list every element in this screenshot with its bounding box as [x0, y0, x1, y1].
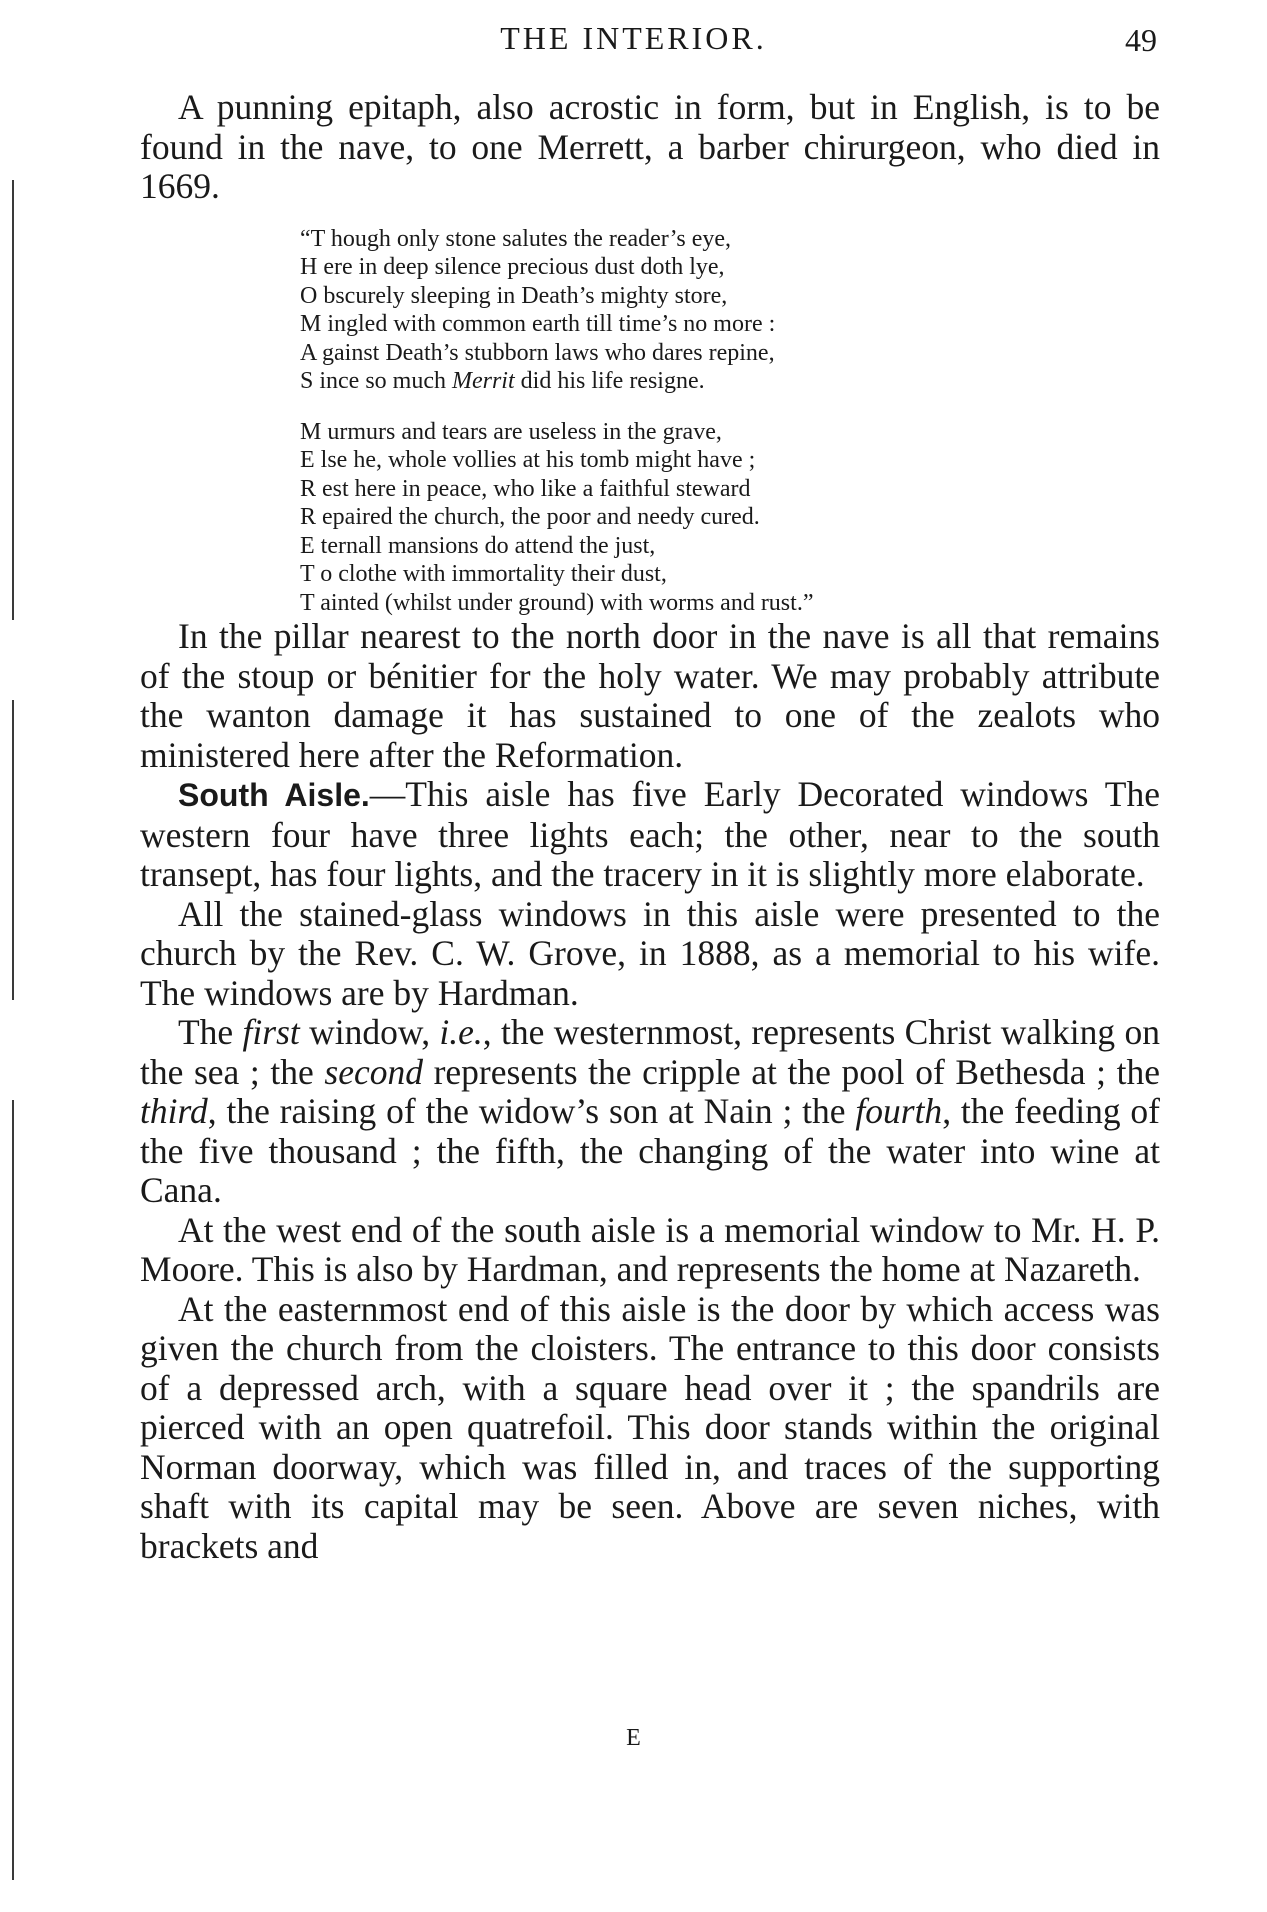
verse-line: M ingled with common earth till time’s no more :: [300, 311, 776, 337]
verse-line: E lse he, whole vollies at his tomb might have ;: [300, 447, 756, 473]
verse-line: M urmurs and tears are useless in the grave,: [300, 418, 722, 445]
stanza-gap: [300, 396, 1160, 418]
signature-mark: E: [626, 1725, 641, 1751]
text-run: , the raising of the widow’s son at Nain ; the: [207, 1091, 856, 1131]
page-number: 49: [1125, 22, 1157, 58]
south-aisle-paragraph: [140, 775, 1160, 895]
epitaph-verse: [300, 225, 1160, 618]
stained-glass-paragraph: All the stained-glass windows in this aisle were presented to the church by the Rev. C. W. Grove, in 1888, as a memorial to his wife. The windows are by Hardman.: [140, 893, 1160, 1013]
windows-paragraph: [140, 1013, 1160, 1211]
verse-line: R est here in peace, who like a faithful steward: [300, 475, 751, 502]
verse-line: T ainted (whilst under ground) with worms and rust.”: [300, 589, 814, 616]
section-heading: South Aisle.: [178, 777, 370, 813]
verse-line: E ternall mansions do attend the just,: [300, 532, 656, 559]
memorial-paragraph: At the west end of the south aisle is a memorial window to Mr. H. P. Moore. This is also by Hardman, and represents the home at Nazareth.: [140, 1209, 1160, 1289]
text-run: window,: [299, 1012, 440, 1052]
verse-italic-name: Merrit: [451, 368, 515, 394]
south-aisle-text: —This aisle has five Early Decorated windows The western four have three lights each; the other, near to the south transept, has four lights, and the tracery in it is slightly more elaborate.: [140, 774, 1160, 894]
verse-text: S ince so much: [300, 368, 452, 394]
text-run: represents the cripple at the pool of Bethesda ; the: [422, 1051, 1160, 1092]
page-body: [140, 88, 1160, 1566]
text-run: The: [178, 1012, 243, 1052]
verse-line: A gainst Death’s stubborn laws who dares repine,: [300, 339, 775, 366]
verse-text: did his life resigne.: [514, 368, 705, 394]
italic-run: i.e.: [439, 1012, 483, 1052]
scan-margin-line: [12, 700, 14, 1000]
verse-line: R epaired the church, the poor and needy cured.: [300, 504, 760, 530]
text-run: , the feeding of the five thousand ; the fifth, the changing of the water into wine at Cana.: [140, 1091, 1161, 1210]
door-paragraph: At the easternmost end of this aisle is the door by which access was given the church from the cloisters. The entrance to this door consists of a depressed arch, with a square head over it ; the spandrils are pierced with an open quatrefoil. This door stands within the original Norman doorway, which was filled in, and traces of the supporting shaft with its capital may be seen. Above are seven niches, with brackets and: [140, 1288, 1160, 1566]
verse-line: [300, 367, 1160, 396]
verse-line: O bscurely sleeping in Death’s mighty store,: [300, 282, 728, 309]
scan-margin-line: [12, 180, 14, 620]
epitaph-intro-paragraph: A punning epitaph, also acrostic in form, but in English, is to be found in the nave, to one Merrett, a barber chirurgeon, who died in 1669.: [140, 87, 1160, 206]
verse-line: H ere in deep silence precious dust doth lye,: [300, 254, 725, 280]
stoup-paragraph: In the pillar nearest to the north door in the nave is all that remains of the stoup or bénitier for the holy water. We may probably attribute the wanton damage it has sustained to one of the zealots who ministered here after the Reformation.: [140, 616, 1160, 775]
verse-line: “T hough only stone salutes the reader’s eye,: [300, 225, 731, 252]
verse-line: T o clothe with immortality their dust,: [300, 561, 667, 587]
italic-run: first: [242, 1012, 300, 1052]
text-run: , the westernmost, represents Christ walking on the sea ; the: [140, 1012, 1160, 1092]
italic-run: second: [324, 1051, 423, 1092]
running-header: THE INTERIOR.: [500, 20, 767, 56]
scan-margin-line: [12, 1100, 14, 1880]
italic-run: third: [140, 1091, 208, 1131]
italic-run: fourth: [855, 1091, 943, 1131]
